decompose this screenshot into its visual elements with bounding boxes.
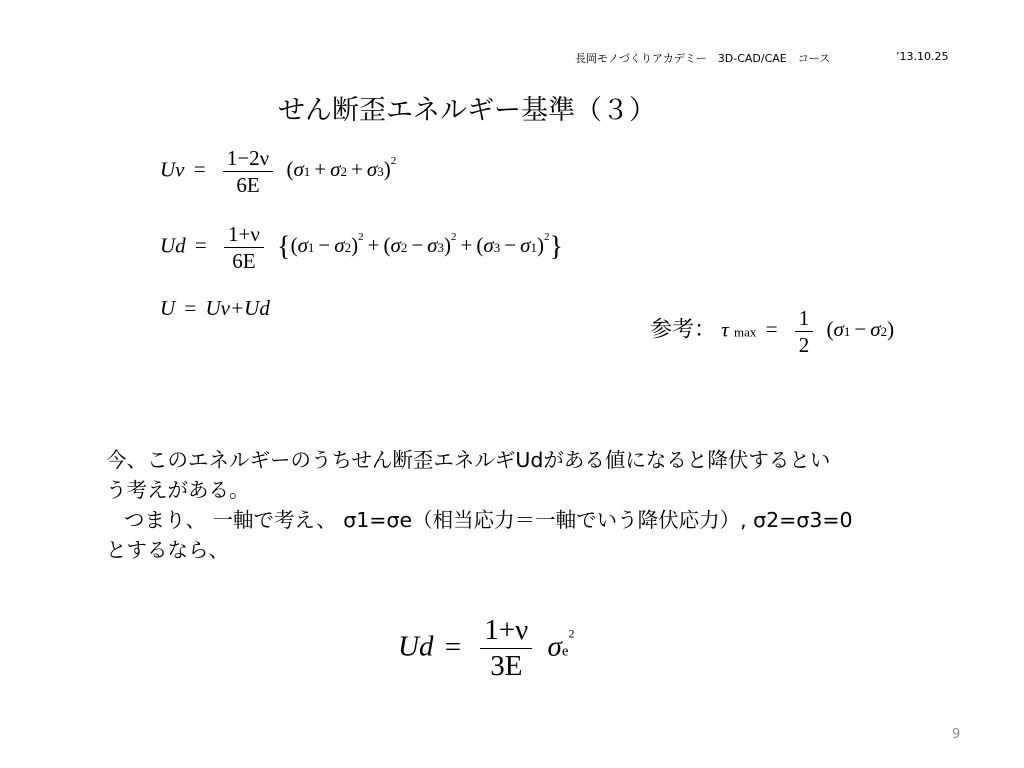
slide-title: せん断歪エネルギー基準（３） (278, 95, 656, 126)
equation-uv-fraction (223, 146, 273, 197)
body-line-1: 今、このエネルギーのうちせん断歪エネルギUdがある値になると降伏するとい (106, 448, 831, 472)
equation-uv-lhs: Uv (160, 157, 185, 182)
equation-uv-denominator: 6E (236, 173, 260, 198)
body-line-3: つまり、 一軸で考え、 σ1=σe（相当応力＝一軸でいう降伏応力）, σ2=σ3=0 (124, 508, 853, 532)
reference-label: 参考： (650, 317, 717, 343)
body-line-2: う考えがある。 (106, 478, 250, 502)
equation-final-fraction (480, 614, 532, 684)
equation-final-denominator: 3E (490, 650, 523, 683)
equation-ud-lhs: Ud (160, 233, 186, 258)
equation-ud: Ud = $\frac{1+\nu}{6E}$ $\{(\sigma 1 - \sigma 2)^2 + (\sigma 2 - \sigma 3)^2 + (\sigma 3 - \sigma 1)^2\}$ (160, 222, 563, 274)
equation-tau-denominator: 2 (798, 333, 810, 358)
equation-tau-max: 参考： τ max = $\frac{1}{2}$ (σ1 − σ2) (650, 306, 895, 358)
equation-u-lhs: U (160, 296, 176, 320)
equation-ud-denominator: 6E (232, 249, 256, 274)
body-line-4: とするなら、 (106, 538, 229, 562)
header-course-name: 長岡モノづくりアカデミー 3D-CAD/CAE コース (575, 52, 831, 65)
equation-final-lhs: Ud (398, 630, 434, 663)
equation-u-rhs: Uv+Ud (205, 296, 270, 320)
equation-ud-fraction (224, 222, 264, 273)
page-number: 9 (952, 727, 961, 742)
sigma-e-subscript: e (561, 643, 569, 660)
sigma-e-superscript: 2 (568, 626, 575, 641)
equation-tau-numerator: 1 (795, 306, 814, 332)
body-text (106, 445, 956, 565)
equation-final-numerator: 1+ν (480, 614, 532, 649)
tau-subscript: max (734, 324, 757, 340)
equation-uv-numerator: 1−2ν (223, 146, 273, 172)
equation-tau-fraction (795, 306, 814, 357)
equation-final: Ud = $\frac{1+\nu}{3E}$ $\sigma e^2$ (398, 614, 575, 683)
header-date: ’13.10.25 (896, 50, 949, 63)
equation-u: U = Uv+Ud (160, 296, 270, 320)
equation-uv: Uv = $\frac{1-2\nu}{6E}$ $(\sigma 1 + \sigma 2 + \sigma 3)^2$ (160, 146, 397, 198)
equation-ud-numerator: 1+ν (224, 222, 264, 248)
